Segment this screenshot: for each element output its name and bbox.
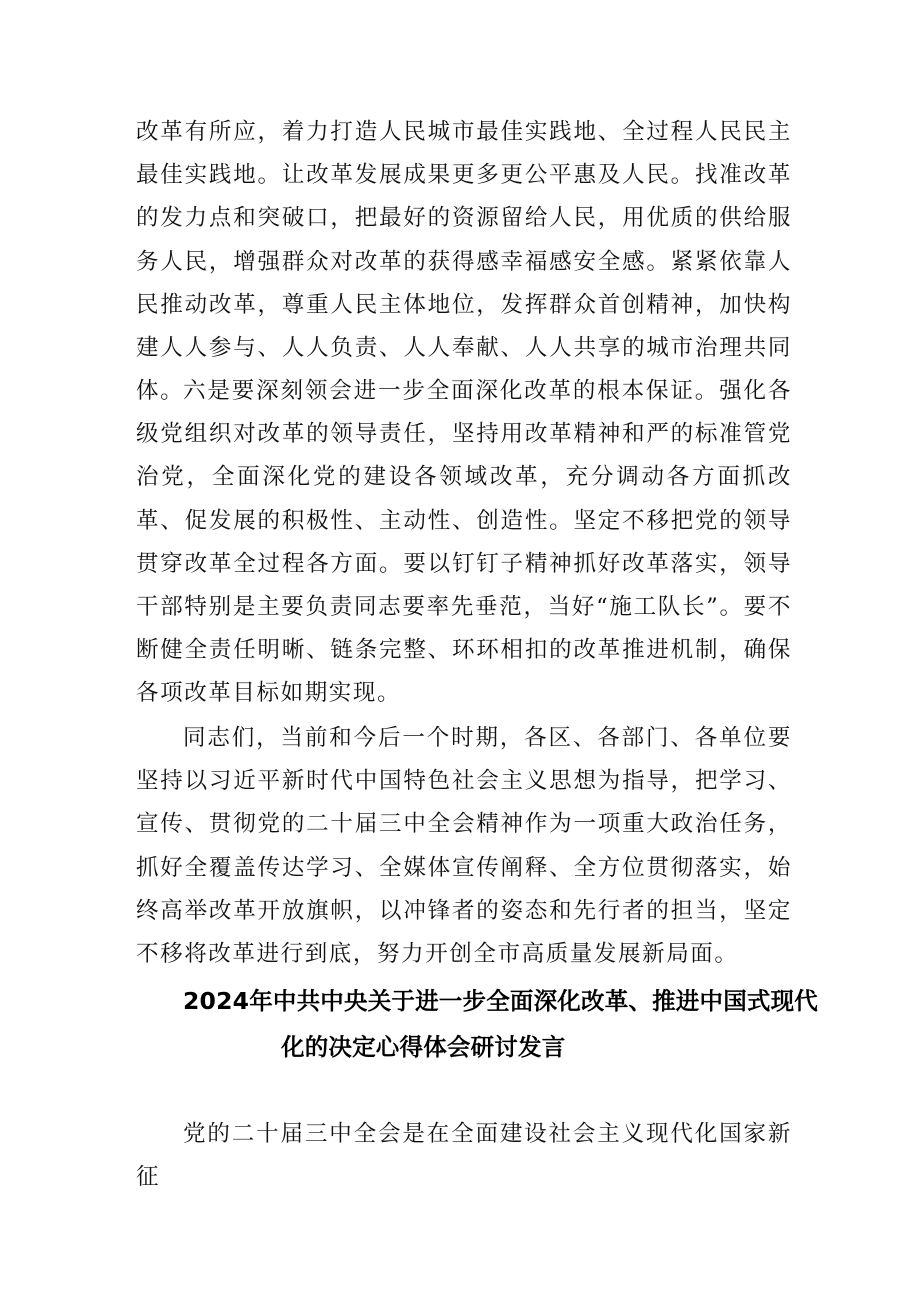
paragraph-point-six: 六是要深刻领会进一步全面深化改革的根本保证。强化各级党组织对改革的领导责任，坚持用改革精神和严的标准管党治党，全面深化党的建设各领域改革，充分调动各方面抓改革、促发展的积极性、主动性、创造性。坚定不移把党的领导贯穿改革全过程各方面。要以钉钉子精神抓好改革落实，领导干部特别是主要负责同志要率先垂范，当好“施工队长”。要不断健全责任明晰、链条完整、环环相扣的改革推进机制，确保各项改革目标如期实现。	[136, 378, 792, 707]
section-title-line-1: 2024年中共中央关于进一步全面深化改革、推进中国式现代	[183, 987, 819, 1015]
section-title-line-2: 化的决定心得体会研讨发言	[281, 1033, 566, 1061]
paragraph-conclusion: 同志们，当前和今后一个时期，各区、各部门、各单位要坚持以习近平新时代中国特色社会主义思想为指导，把学习、宣传、贯彻党的二十届三中全会精神作为一项重大政治任务，抓好全覆盖传达学习、全媒体宣传阐释、全方位贯彻落实，始终高举改革开放旗帜，以冲锋者的姿态和先行者的担当，坚定不移将改革进行到底，努力开创全市高质量发展新局面。	[136, 725, 792, 968]
paragraph-opening: 党的二十届三中全会是在全面建设社会主义现代化国家新征	[136, 1121, 792, 1191]
paragraph-continuation: 改革有所应，着力打造人民城市最佳实践地、全过程人民民主最佳实践地。让改革发展成果更多更公平惠及人民。找准改革的发力点和突破口，把最好的资源留给人民，用优质的供给服务人民，增强群众对改革的获得感幸福感安全感。紧紧依靠人民推动改革，尊重人民主体地位，发挥群众首创精神，加快构建人人参与、人人负责、人人奉献、人人共享的城市治理共同体。	[136, 119, 792, 405]
